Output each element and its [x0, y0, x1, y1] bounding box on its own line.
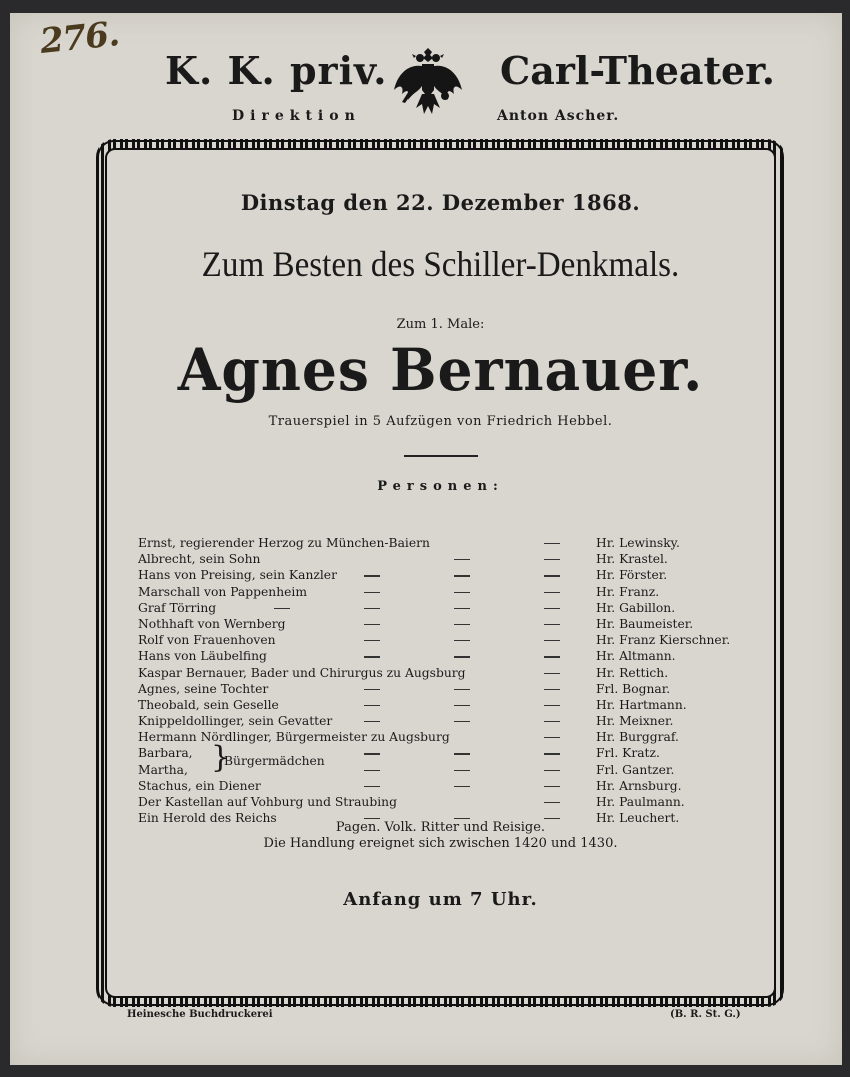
cast-row	[138, 648, 778, 664]
leader-dash	[454, 786, 470, 787]
actor: Hr. Baumeister.	[596, 616, 694, 631]
leader-dash	[364, 770, 380, 771]
theater-name: Carl-Theater.	[500, 48, 775, 93]
play-title: Agnes Bernauer.	[177, 336, 704, 404]
leader-dash	[364, 608, 380, 609]
actor: Frl. Gantzer.	[596, 762, 675, 777]
actor: Hr. Lewinsky.	[596, 536, 680, 550]
playbill-body	[107, 150, 774, 494]
cast-row	[138, 729, 778, 745]
leader-dash	[544, 608, 560, 609]
actor: Hr. Krastel.	[596, 552, 668, 567]
cast-row	[138, 762, 778, 778]
printer-credit: Heinesche Buchdruckerei	[127, 1009, 273, 1020]
role: Stachus, ein Diener	[138, 778, 261, 793]
start-time: Anfang um 7 Uhr.	[343, 889, 538, 910]
role: Hermann Nördlinger, Bürgermeister zu Augsburg	[138, 730, 450, 745]
leader-dash	[544, 753, 560, 754]
setting-note: Die Handlung ereignet sich zwischen 1420 und 1430.	[263, 836, 618, 851]
cast-heading: Personen:	[377, 479, 504, 494]
cast-row	[138, 584, 778, 600]
leader-dash	[274, 608, 290, 609]
role: Rolf von Frauenhoven	[138, 633, 276, 648]
actor: Hr. Altmann.	[596, 649, 676, 664]
actor: Hr. Rettich.	[596, 665, 669, 680]
leader-dash	[364, 689, 380, 690]
cast-row	[138, 567, 778, 583]
role: Ein Herold des Reichs	[138, 811, 277, 826]
cast-list	[138, 535, 778, 826]
leader-dash	[544, 786, 560, 787]
leader-dash	[544, 673, 560, 674]
cast-row	[138, 713, 778, 729]
benefit-line: Zum Besten des Schiller-Denkmals.	[201, 244, 680, 284]
role: Agnes, seine Tochter	[138, 681, 269, 696]
actor: Frl. Bognar.	[596, 681, 671, 696]
cast-row	[138, 794, 778, 810]
leader-dash	[544, 656, 560, 657]
actor: Hr. Hartmann.	[596, 697, 687, 712]
role: Knippeldollinger, sein Gevatter	[138, 714, 333, 729]
role: Albrecht, sein Sohn	[138, 552, 261, 567]
role: Ernst, regierender Herzog zu München-Baiern	[138, 536, 430, 550]
cast-row	[138, 551, 778, 567]
role: Kaspar Bernauer, Bader und Chirurgus zu Augsburg	[138, 665, 466, 680]
cast-row	[138, 681, 778, 697]
role: Martha,	[138, 762, 188, 777]
role: Marschall von Pappenheim	[138, 584, 307, 599]
actor: Frl. Kratz.	[596, 746, 660, 761]
performance-date: Dinstag den 22. Dezember 1868.	[240, 190, 641, 215]
cast-row	[138, 616, 778, 632]
theater-privilege-title: K. K. priv.	[165, 48, 388, 93]
cast-row	[138, 778, 778, 794]
actor: Hr. Leuchert.	[596, 811, 680, 826]
leader-dash	[544, 737, 560, 738]
leader-dash	[454, 753, 470, 754]
leader-dash	[454, 559, 470, 560]
leader-dash	[544, 705, 560, 706]
cast-row	[138, 600, 778, 616]
leader-dash	[544, 802, 560, 803]
printer-code: (B. R. St. G.)	[670, 1009, 741, 1020]
extras-note: Pagen. Volk. Ritter und Reisige.	[335, 820, 546, 835]
leader-dash	[364, 656, 380, 657]
premiere-note: Zum 1. Male:	[396, 317, 485, 332]
role: Hans von Preising, sein Kanzler	[138, 568, 337, 583]
leader-dash	[364, 721, 380, 722]
role: Der Kastellan auf Vohburg und Straubing	[138, 795, 397, 809]
leader-dash	[454, 640, 470, 641]
play-subtitle: Trauerspiel in 5 Aufzügen von Friedrich Hebbel.	[268, 414, 613, 429]
role: Graf Törring	[138, 600, 217, 615]
leader-dash	[544, 592, 560, 593]
actor: Hr. Franz.	[596, 584, 660, 599]
leader-dash	[544, 689, 560, 690]
leader-dash	[544, 624, 560, 625]
direction-label: Direktion	[232, 108, 361, 124]
leader-dash	[364, 640, 380, 641]
leader-dash	[544, 640, 560, 641]
leader-dash	[454, 770, 470, 771]
cast-row	[138, 535, 778, 551]
leader-dash	[544, 721, 560, 722]
leader-dash	[544, 543, 560, 544]
handwritten-shelfmark: 276.	[38, 13, 121, 63]
role: Nothhaft von Wernberg	[138, 616, 286, 631]
leader-dash	[454, 656, 470, 657]
leader-dash	[364, 753, 380, 754]
leader-dash	[364, 705, 380, 706]
role: Barbara,	[138, 746, 193, 761]
leader-dash	[544, 770, 560, 771]
actor: Hr. Gabillon.	[596, 600, 676, 615]
actor: Hr. Franz Kierschner.	[596, 633, 731, 648]
director-name: Anton Ascher.	[497, 108, 620, 124]
actor: Hr. Förster.	[596, 568, 668, 583]
cast-row	[138, 697, 778, 713]
actor: Hr. Paulmann.	[596, 795, 685, 809]
group-label: Bürgermädchen	[224, 754, 325, 769]
leader-dash	[364, 575, 380, 576]
double-headed-eagle-icon	[392, 42, 464, 120]
leader-dash	[544, 559, 560, 560]
leader-dash	[454, 575, 470, 576]
actor: Hr. Burggraf.	[596, 730, 679, 745]
leader-dash	[454, 624, 470, 625]
leader-dash	[454, 592, 470, 593]
divider	[404, 455, 478, 457]
cast-row	[138, 665, 778, 681]
leader-dash	[544, 575, 560, 576]
leader-dash	[454, 705, 470, 706]
leader-dash	[364, 592, 380, 593]
role: Hans von Läubelfing	[138, 649, 267, 664]
brace-icon: }	[211, 740, 231, 776]
role: Theobald, sein Geselle	[138, 697, 279, 712]
cast-row	[138, 632, 778, 648]
leader-dash	[454, 721, 470, 722]
leader-dash	[454, 689, 470, 690]
leader-dash	[364, 786, 380, 787]
leader-dash	[454, 608, 470, 609]
actor: Hr. Meixner.	[596, 714, 674, 729]
leader-dash	[364, 624, 380, 625]
actor: Hr. Arnsburg.	[596, 778, 682, 793]
